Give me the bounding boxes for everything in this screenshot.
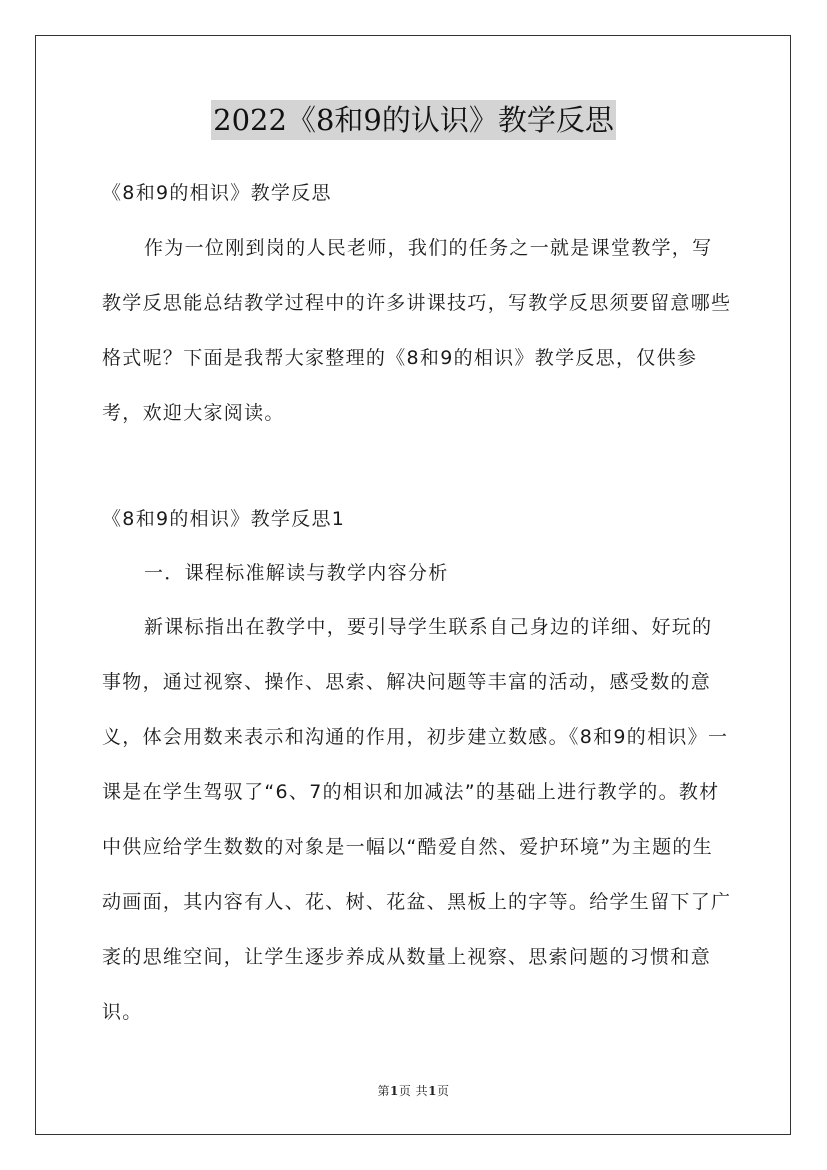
body-paragraph: 新课标指出在教学中，要引导学生联系自己身边的详细、好玩的事物，通过视察、操作、思索、解决问题等丰富的活动，感受数的意义，体会用数来表示和沟通的作用，初步建立数感。《8和9的相识》一课是在学生驾驭了“6、7的相识和加减法”的基础上进行教学的。教材中供应给学生数数的对象是一幅以“酷爱自然、爱护环境”为主题的生动画面，其内容有人、花、树、花盆、黑板上的字等。给学生留下了广袤的思维空间，让学生逐步养成从数量上视察、思索问题的习惯和意识。	[102, 616, 732, 1023]
document-title: 2022《8和9的认识》教学反思	[211, 100, 616, 140]
page-prefix: 第	[377, 1084, 390, 1098]
page-mid: 页 共	[398, 1084, 429, 1098]
intro-paragraph: 作为一位刚到岗的人民老师，我们的任务之一就是课堂教学，写教学反思能总结教学过程中的许多讲课技巧，写教学反思须要留意哪些格式呢？下面是我帮大家整理的《8和9的相识》教学反思，仅供参考，欢迎大家阅读。	[102, 237, 732, 424]
page-total: 1	[428, 1084, 438, 1098]
page-current: 1	[389, 1084, 399, 1098]
page-suffix: 页	[437, 1084, 450, 1098]
section-heading: 一．课程标准解读与教学内容分析	[144, 562, 449, 584]
page-footer	[0, 1082, 827, 1099]
document-subtitle: 《8和9的相识》教学反思	[102, 182, 332, 204]
title-wrap	[0, 100, 827, 140]
section-title: 《8和9的相识》教学反思1	[102, 508, 346, 530]
